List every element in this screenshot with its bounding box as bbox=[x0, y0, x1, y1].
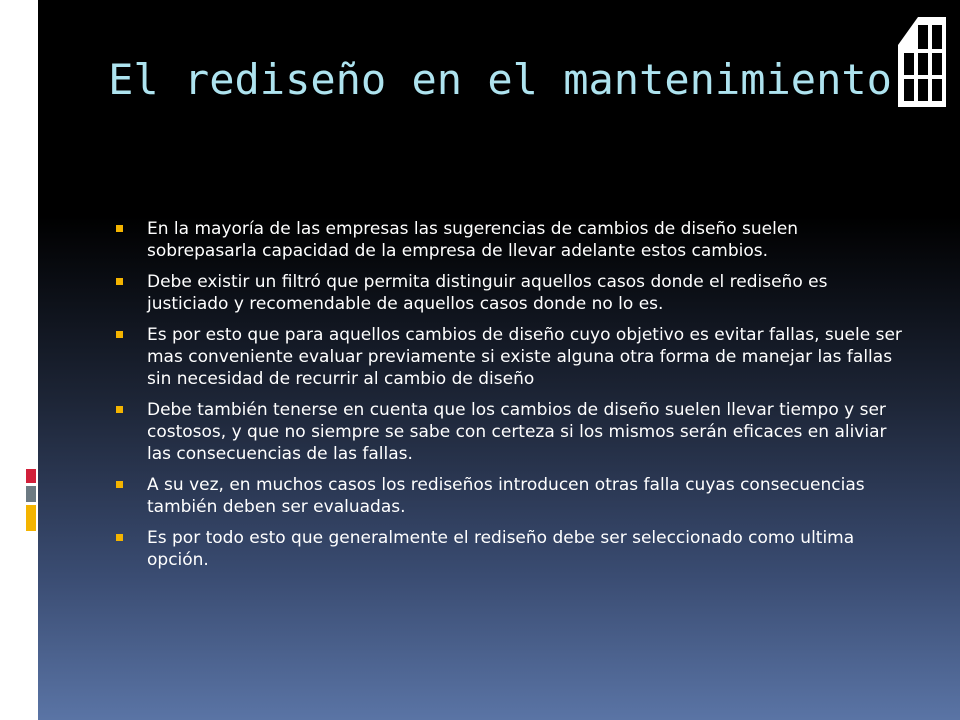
yellow-accent-bar bbox=[26, 505, 36, 531]
bullet-item bbox=[110, 399, 910, 465]
left-white-strip bbox=[0, 0, 38, 720]
bullet-item bbox=[110, 474, 910, 518]
bullet-square-icon bbox=[116, 331, 123, 338]
bullet-text: Es por esto que para aquellos cambios de diseño cuyo objetivo es evitar fallas, suele ser mas conveniente evaluar previamente si existe alguna otra forma de manejar las fallas sin necesidad de recurrir al cambio de diseño bbox=[147, 325, 902, 389]
bullet-square-icon bbox=[116, 278, 123, 285]
gray-accent-bar bbox=[26, 486, 36, 502]
bullet-text: Debe también tenerse en cuenta que los cambios de diseño suelen llevar tiempo y ser costosos, y que no siempre se sabe con certeza si los mismos serán eficaces en aliviar las consecuencias de las fallas. bbox=[147, 400, 887, 464]
slide-title: El rediseño en el mantenimiento bbox=[108, 55, 892, 104]
bullet-text: Debe existir un filtró que permita distinguir aquellos casos donde el rediseño es justiciado y recomendable de aquellos casos donde no lo es. bbox=[147, 272, 828, 314]
bullet-square-icon bbox=[116, 534, 123, 541]
bullet-text: A su vez, en muchos casos los rediseños introducen otras falla cuyas consecuencias también deben ser evaluadas. bbox=[147, 475, 865, 517]
bullet-square-icon bbox=[116, 225, 123, 232]
red-accent-bar bbox=[26, 469, 36, 483]
bullet-item bbox=[110, 324, 910, 390]
bullet-text: En la mayoría de las empresas las sugerencias de cambios de diseño suelen sobrepasarla capacidad de la empresa de llevar adelante estos cambios. bbox=[147, 219, 799, 261]
bullet-square-icon bbox=[116, 481, 123, 488]
bullet-text: Es por todo esto que generalmente el rediseño debe ser seleccionado como ultima opción. bbox=[147, 528, 855, 570]
bullet-square-icon bbox=[116, 406, 123, 413]
bullet-item bbox=[110, 271, 910, 315]
bullet-list bbox=[110, 218, 910, 580]
bullet-item bbox=[110, 218, 910, 262]
bullet-item bbox=[110, 527, 910, 571]
